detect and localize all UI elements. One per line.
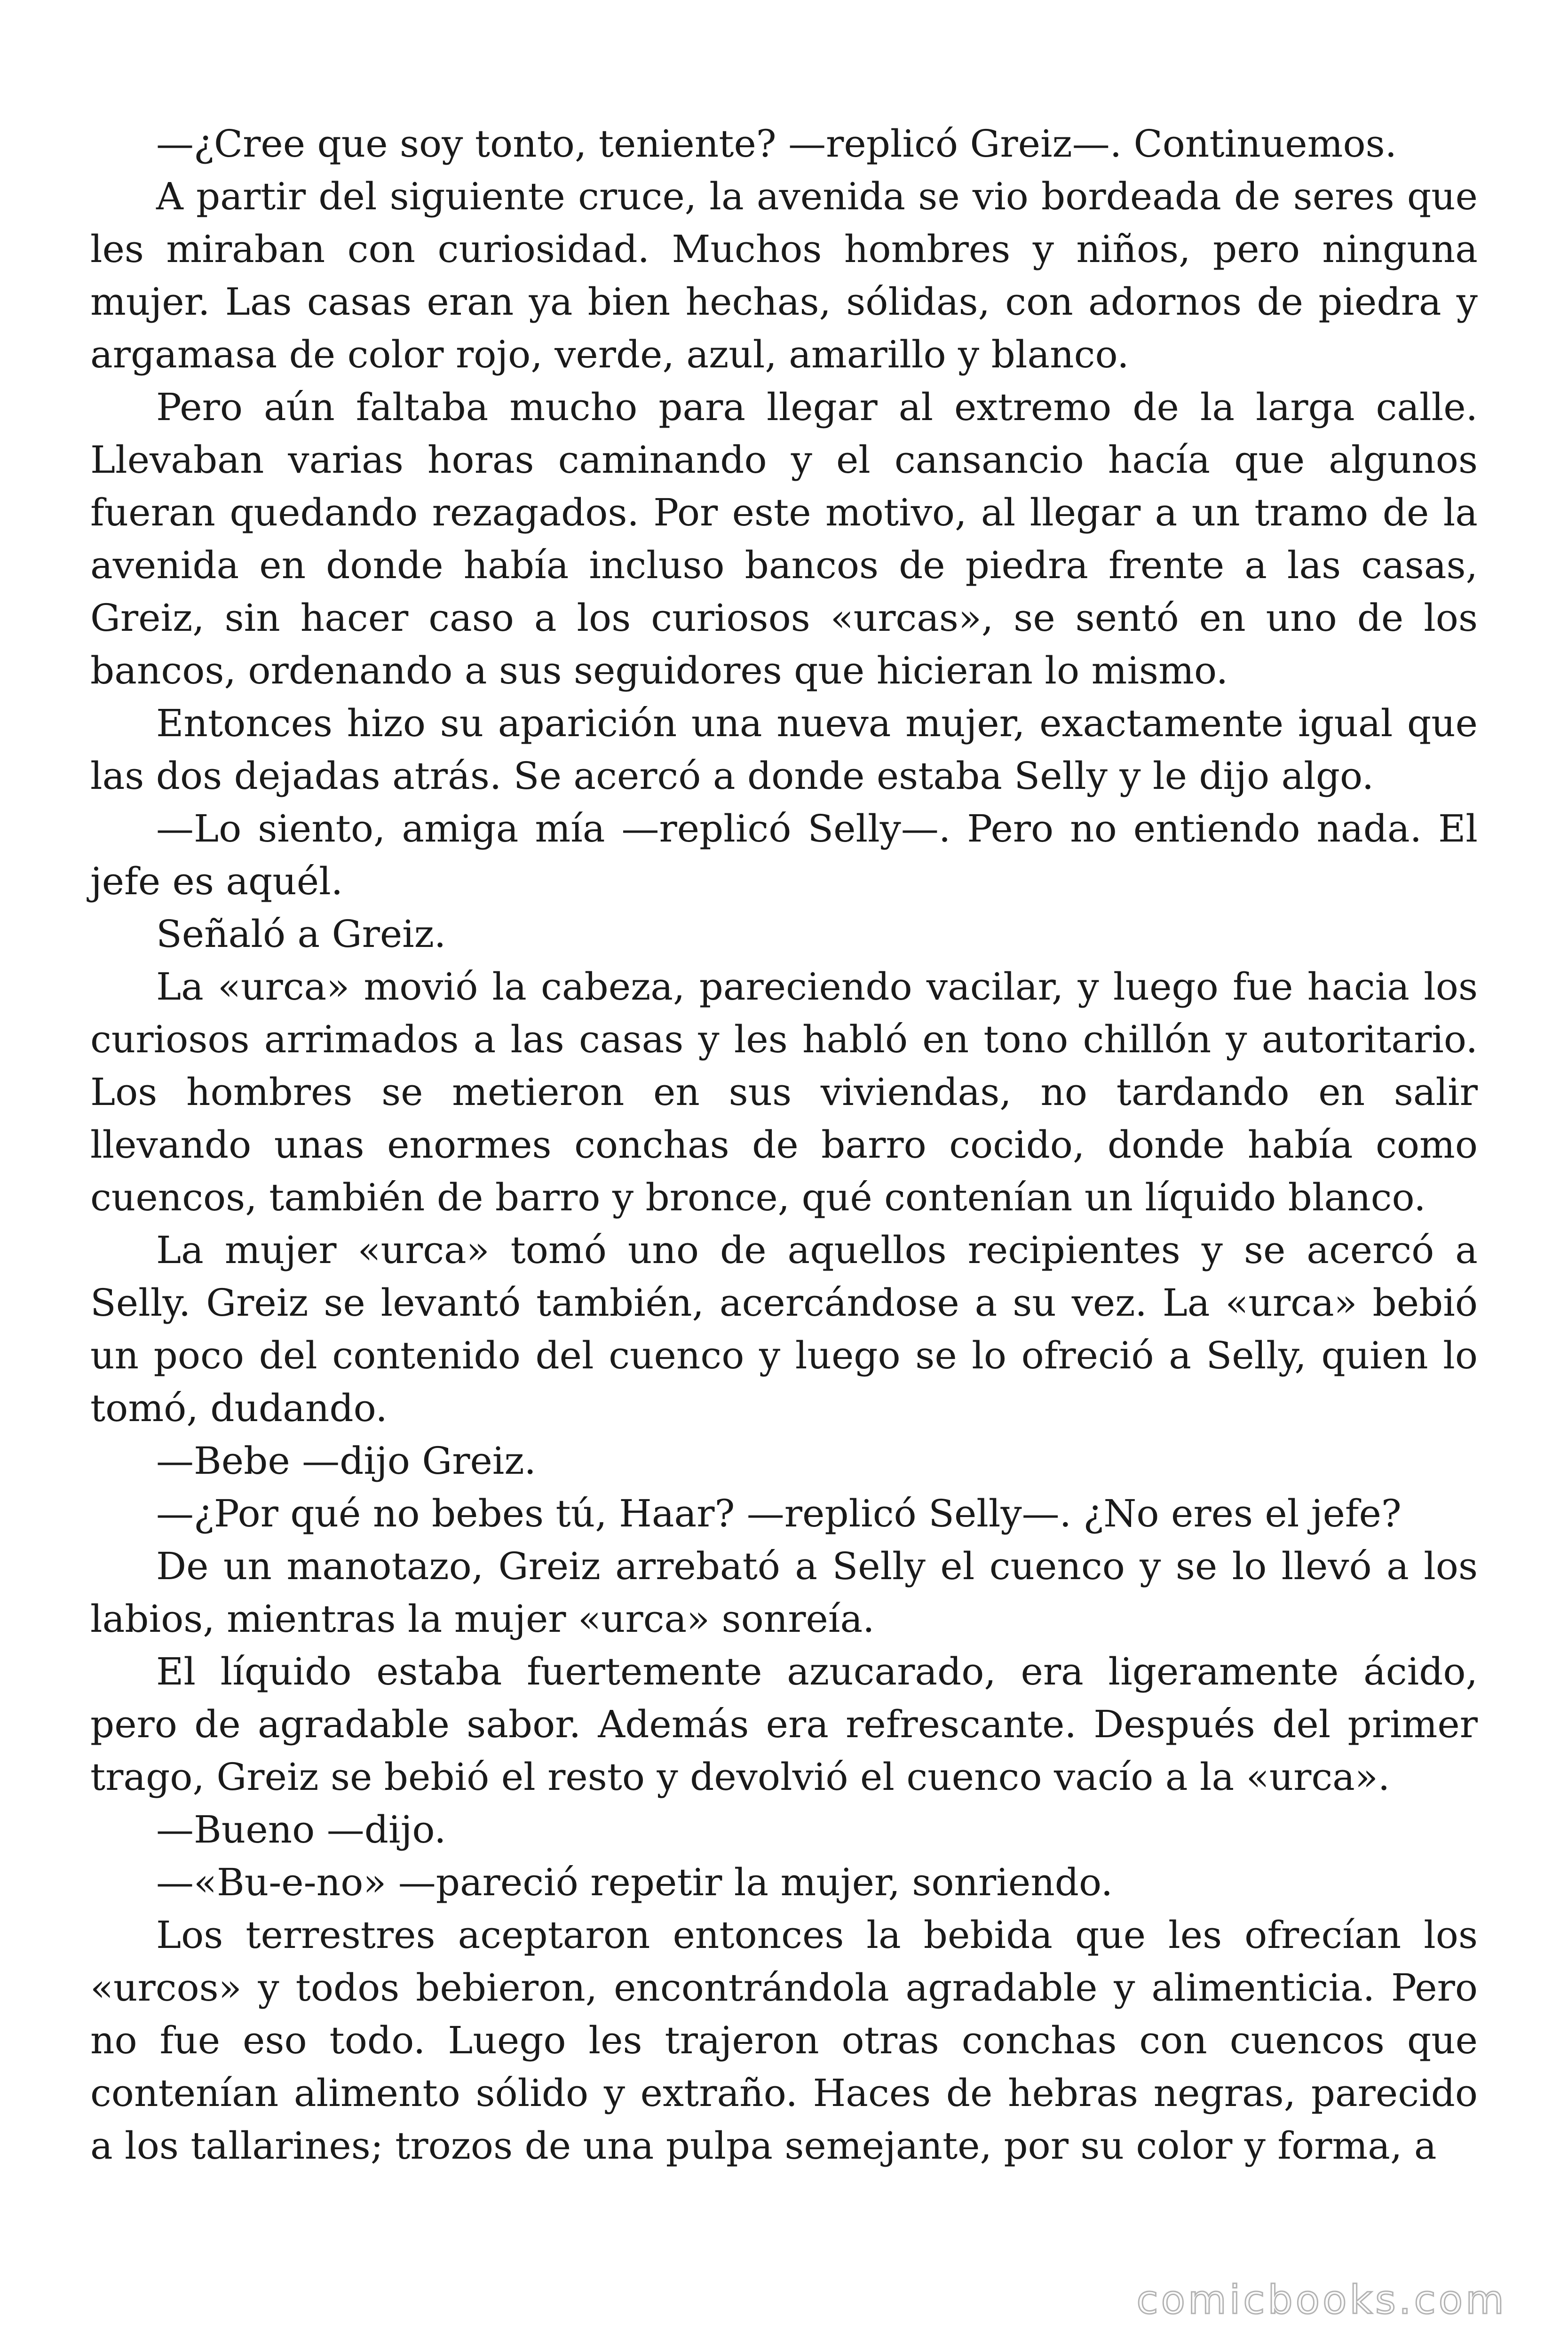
paragraph: —Lo siento, amiga mía —replicó Selly—. Pero no entiendo nada. El jefe es aquél. [90, 807, 1478, 903]
paragraph: De un manotazo, Greiz arrebató a Selly el cuenco y se lo llevó a los labios, mientras la mujer «urca» sonreía. [90, 1544, 1478, 1641]
paragraph: La «urca» movió la cabeza, pareciendo vacilar, y luego fue hacia los curiosos arrimados a las casas y les habló en tono chillón y autoritario. Los hombres se metieron en sus viviendas, no tardando en salir llevando unas enormes conchas de barro cocido, donde había como cuencos, también de barro y bronce, qué contenían un líquido blanco. [90, 965, 1478, 1219]
paragraph: —Bueno —dijo. [156, 1808, 446, 1851]
paragraph: —¿Por qué no bebes tú, Haar? —replicó Selly—. ¿No eres el jefe? [156, 1492, 1402, 1535]
site-watermark: comicbooks.com [1136, 2277, 1507, 2323]
paragraph: —Bebe —dijo Greiz. [156, 1439, 536, 1483]
paragraph: Los terrestres aceptaron entonces la bebida que les ofrecían los «urcos» y todos bebieron, encontrándola agradable y alimenticia. Pero no fue eso todo. Luego les trajeron otras conchas con cuencos que contenían alimento sólido y extraño. Haces de hebras negras, parecido a los tallarines; trozos de una pulpa semejante, por su color y forma, a [90, 1913, 1478, 2168]
paragraph: A partir del siguiente cruce, la avenida se vio bordeada de seres que les miraban con curiosidad. Muchos hombres y niños, pero ninguna mujer. Las casas eran ya bien hechas, sólidas, con adornos de piedra y argamasa de color rojo, verde, azul, amarillo y blanco. [90, 175, 1478, 376]
paragraph: Señaló a Greiz. [156, 912, 446, 956]
book-page-text [90, 118, 1478, 2234]
paragraph: —¿Cree que soy tonto, teniente? —replicó Greiz—. Continuemos. [156, 122, 1397, 166]
paragraph: El líquido estaba fuertemente azucarado, era ligeramente ácido, pero de agradable sabor. Además era refrescante. Después del primer trago, Greiz se bebió el resto y devolvió el cuenco vacío a la «urca». [90, 1650, 1478, 1799]
paragraph: Entonces hizo su aparición una nueva mujer, exactamente igual que las dos dejadas atrás. Se acercó a donde estaba Selly y le dijo algo. [90, 701, 1478, 798]
paragraph: La mujer «urca» tomó uno de aquellos recipientes y se acercó a Selly. Greiz se levantó también, acercándose a su vez. La «urca» bebió un poco del contenido del cuenco y luego se lo ofreció a Selly, quien lo tomó, dudando. [90, 1228, 1478, 1430]
paragraph: Pero aún faltaba mucho para llegar al extremo de la larga calle. Llevaban varias horas caminando y el cansancio hacía que algunos fueran quedando rezagados. Por este motivo, al llegar a un tramo de la avenida en donde había incluso bancos de piedra frente a las casas, Greiz, sin hacer caso a los curiosos «urcas», se sentó en uno de los bancos, ordenando a sus seguidores que hicieran lo mismo. [90, 385, 1478, 692]
paragraph: —«Bu-e-no» —pareció repetir la mujer, sonriendo. [156, 1860, 1113, 1904]
